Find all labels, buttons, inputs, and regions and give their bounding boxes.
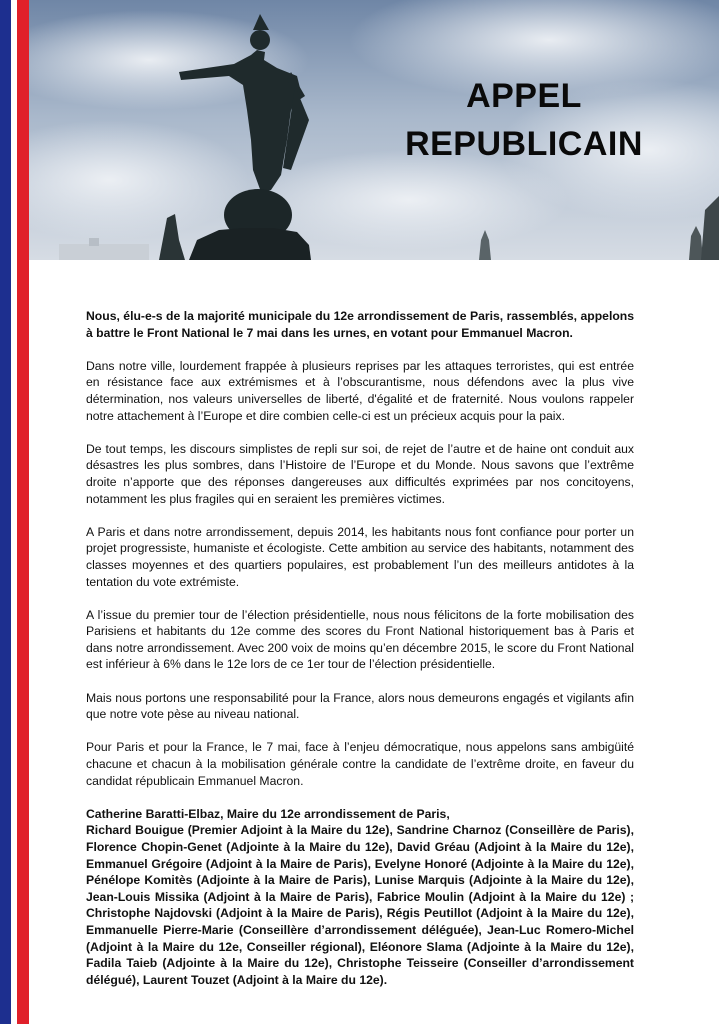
signatory-list: Richard Bouigue (Premier Adjoint à la Maire du 12e), Sandrine Charnoz (Conseillère de Paris), Florence Chopin-Genet (Adjointe à la Maire du 12e), David Gréau (Adjoint à la Maire du 12e), Emmanuel Grégoire (Adjoint à la Maire de Paris), Evelyne Honoré (Adjointe à la Maire du 12e), Pénélope Komitès (Adjointe à la Maire de Paris), Lunise Marquis (Adjointe à la Maire du 12e), Jean-Louis Missika (Adjoint à la Maire de Paris), Fabrice Moulin (Adjoint à la Maire du 12e) ; Christophe Najdovski (Adjoint à la Maire de Paris), Régis Peutillot (Adjoint à la Maire du 12e), Emmanuelle Pierre-Marie (Conseillère d’arrondissement déléguée), Jean-Luc Romero-Michel (Adjoint à la Maire du 12e, Conseiller régional), Eléonore Slama (Adjointe à la Maire du 12e), Fadila Taieb (Adjointe à la Maire du 12e), Christophe Teisseire (Conseiller d’arrondissement délégué), Laurent Touzet (Adjoint à la Maire du 12e).: [86, 823, 634, 987]
first-signatory: Catherine Baratti-Elbaz, Maire du 12e arrondissement de Paris,: [86, 806, 450, 821]
letter-body: [86, 308, 634, 988]
paragraph-3: A Paris et dans notre arrondissement, depuis 2014, les habitants nous font confiance pour porter un projet progressiste, humaniste et écologiste. Cette ambition au service des habitants, notamment des classes moyennes et des quartiers populaires, est probablement l’un des meilleurs antidotes à la tentation du vote extrémiste.: [86, 524, 634, 589]
paragraph-2: De tout temps, les discours simplistes de repli sur soi, de rejet de l’autre et de haine ont conduit aux désastres les plus sombres, dans l’Histoire de l’Europe et du Monde. Nous savons que l’extrême droite n’apporte que des réponses dangereuses aux difficultés exprimées par nos concitoyens, notamment les plus fragiles qui en seraient les premières victimes.: [86, 441, 634, 506]
page-title: [359, 72, 689, 168]
paragraph-1: Dans notre ville, lourdement frappée à plusieurs reprises par les attaques terroristes, qui est entrée en résistance face aux extrémismes et à l’obscurantisme, nous défendons avec la plus vive détermination, nos valeurs universelles de liberté, d'égalité et de fraternité. Nous voulons rappeler notre attachement à l’Europe et dire combien celle-ci est un précieux acquis pour la paix.: [86, 358, 634, 423]
flag-stripe-blue: [0, 0, 11, 1024]
lead-paragraph: Nous, élu-e-s de la majorité municipale du 12e arrondissement de Paris, rassemblés, appelons à battre le Front National le 7 mai dans les urnes, en votant pour Emmanuel Macron.: [86, 309, 634, 340]
paragraph-5: Mais nous portons une responsabilité pour la France, alors nous demeurons engagés et vigilants afin que notre vote pèse au niveau national.: [86, 690, 634, 722]
header-banner: [29, 0, 719, 260]
paragraph-4: A l’issue du premier tour de l’élection présidentielle, nous nous félicitons de la forte mobilisation des Parisiens et habitants du 12e comme des scores du Front National historiquement bas à Paris et dans notre arrondissement. Avec 200 voix de moins qu’en décembre 2015, le score du Front National est inférieur à 6% dans le 12e lors de ce 1er tour de l’élection présidentielle.: [86, 607, 634, 672]
flag-stripe-red: [17, 0, 29, 1024]
paragraph-6: Pour Paris et pour la France, le 7 mai, face à l’enjeu démocratique, nous appelons sans ambigüité chacune et chacun à la mobilisation générale contre la candidate de l’extrême droite, en faveur du candidat républicain Emmanuel Macron.: [86, 740, 634, 788]
title-line-2: REPUBLICAIN: [405, 125, 643, 163]
title-line-1: APPEL: [466, 77, 582, 115]
